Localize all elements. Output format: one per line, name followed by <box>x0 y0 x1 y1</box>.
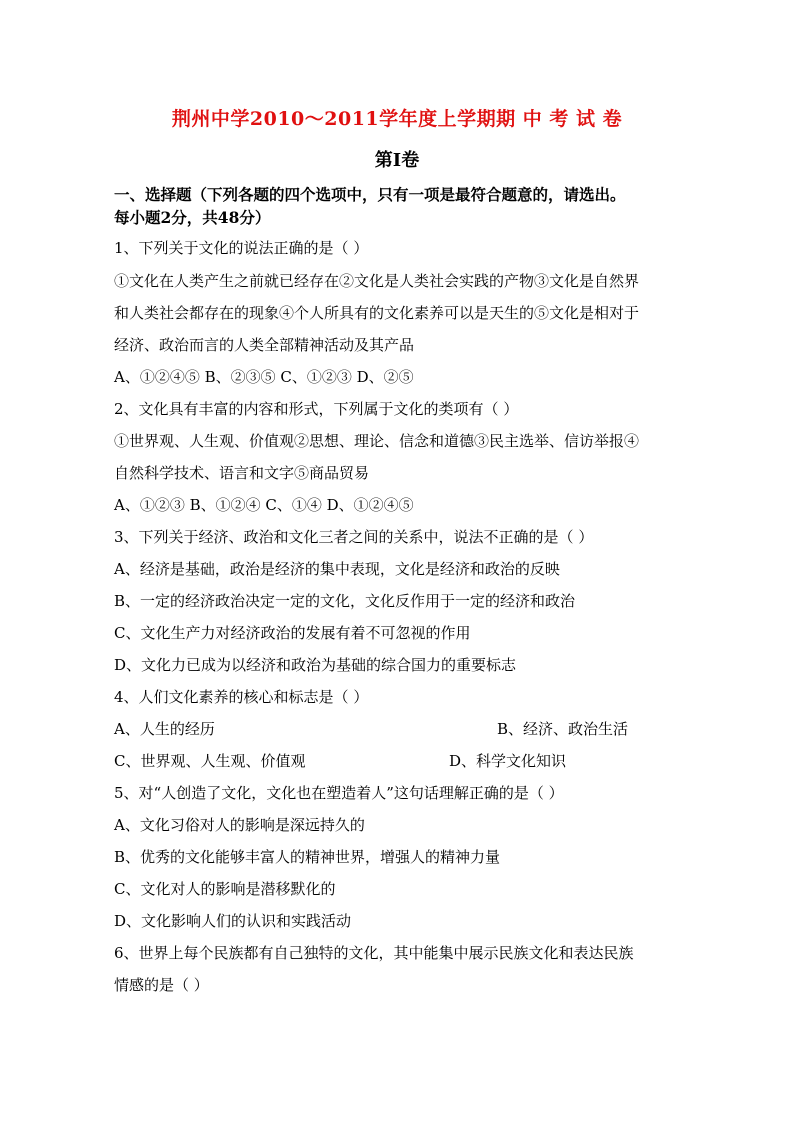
q1-options: A、①②④⑤ B、②③⑤ C、①②③ D、②⑤ <box>114 368 414 386</box>
q4-stem: 4、人们文化素养的核心和标志是（ ） <box>114 688 369 706</box>
q6-stem-line1: 6、世界上每个民族都有自己独特的文化，其中能集中展示民族文化和表达民族 <box>114 944 634 962</box>
q1-body-line1: ①文化在人类产生之前就已经存在②文化是人类社会实践的产物③文化是自然界 <box>114 272 640 290</box>
q1-stem: 1、下列关于文化的说法正确的是（ ） <box>114 239 369 257</box>
q5-option-d: D、文化影响人们的认识和实践活动 <box>114 912 352 930</box>
q2-options: A、①②③ B、①②④ C、①④ D、①②④⑤ <box>114 496 414 514</box>
section-heading-line1: 一、选择题（下列各题的四个选项中，只有一项是最符合题意的，请选出。 <box>114 185 626 204</box>
q4-option-d: D、科学文化知识 <box>449 752 567 770</box>
q6-stem-line2: 情感的是（ ） <box>114 976 209 994</box>
q2-stem: 2、文化具有丰富的内容和形式，下列属于文化的类项有（ ） <box>114 400 519 418</box>
q4-option-a: A、人生的经历 <box>114 720 215 738</box>
q1-body-line2: 和人类社会都存在的现象④个人所具有的文化素养可以是天生的⑤文化是相对于 <box>114 304 640 322</box>
q2-body-line2: 自然科学技术、语言和文字⑤商品贸易 <box>114 464 370 482</box>
q3-stem: 3、下列关于经济、政治和文化三者之间的关系中，说法不正确的是（ ） <box>114 528 594 546</box>
section-heading <box>114 183 684 229</box>
q1-body-line3: 经济、政治而言的人类全部精神活动及其产品 <box>114 336 415 354</box>
q4-option-b: B、经济、政治生活 <box>497 720 629 738</box>
q5-stem: 5、对“人创造了文化，文化也在塑造着人”这句话理解正确的是（ ） <box>114 784 564 802</box>
q3-option-d: D、文化力已成为以经济和政治为基础的综合国力的重要标志 <box>114 656 517 674</box>
q5-option-a: A、文化习俗对人的影响是深远持久的 <box>114 816 365 834</box>
q3-option-a: A、经济是基础，政治是经济的集中表现，文化是经济和政治的反映 <box>114 560 560 578</box>
q3-option-c: C、文化生产力对经济政治的发展有着不可忽视的作用 <box>114 624 471 642</box>
section-heading-line2: 每小题2分，共48分） <box>114 208 271 227</box>
q2-body-line1: ①世界观、人生观、价值观②思想、理论、信念和道德③民主选举、信访举报④ <box>114 432 640 450</box>
volume-title: 第Ⅰ卷 <box>374 150 420 171</box>
q4-option-c: C、世界观、人生观、价值观 <box>114 752 306 770</box>
q5-option-b: B、优秀的文化能够丰富人的精神世界，增强人的精神力量 <box>114 848 501 866</box>
q5-option-c: C、文化对人的影响是潜移默化的 <box>114 880 336 898</box>
exam-title: 荆州中学2010～2011学年度上学期期 中 考 试 卷 <box>171 108 623 130</box>
q3-option-b: B、一定的经济政治决定一定的文化，文化反作用于一定的经济和政治 <box>114 592 576 610</box>
